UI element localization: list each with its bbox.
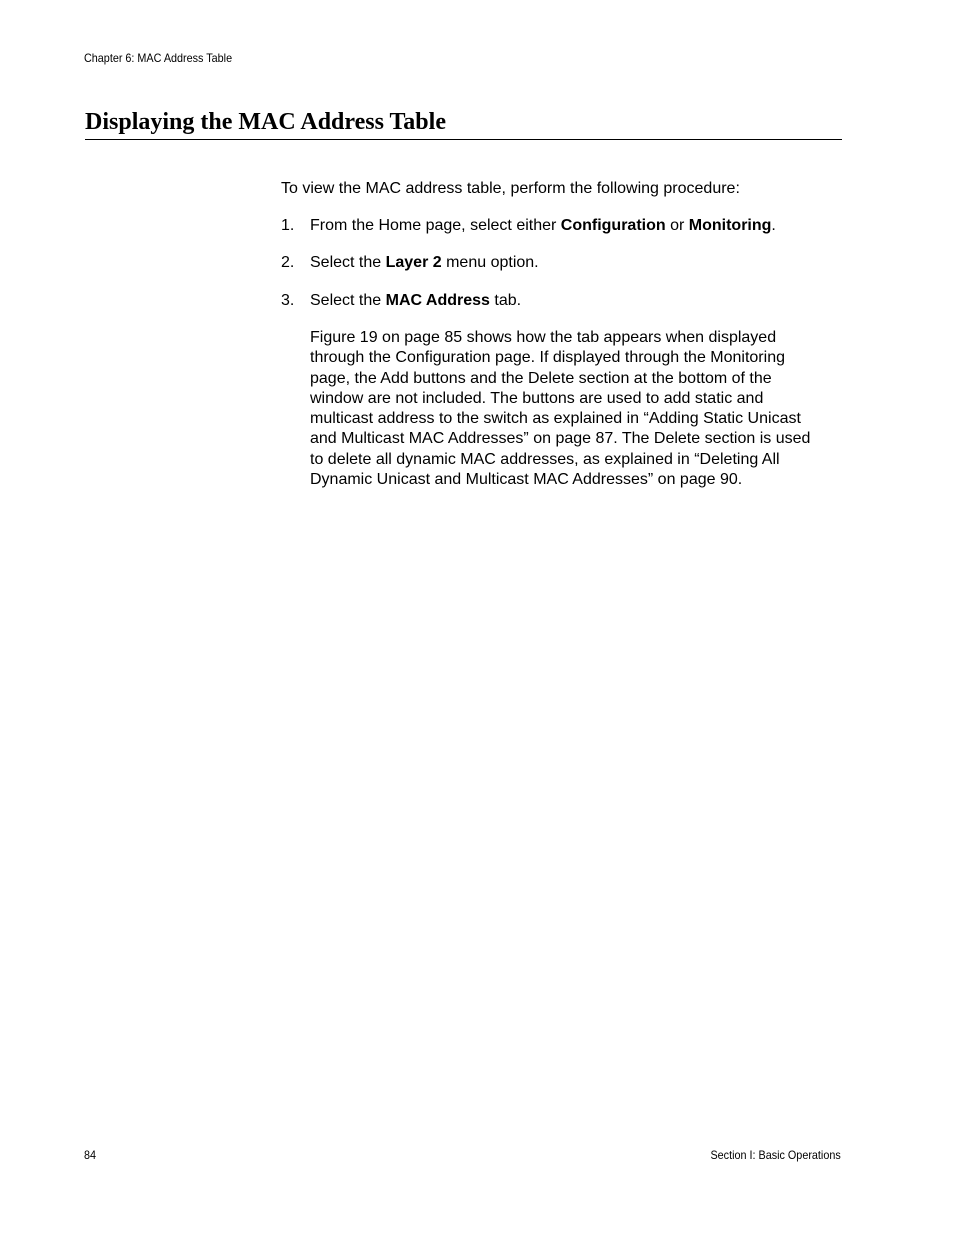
note-line: and Multicast MAC Addresses” on page 87. The Delete section is used bbox=[310, 430, 811, 448]
note-line: to delete all dynamic MAC addresses, as explained in “Deleting All bbox=[310, 450, 780, 468]
step-text: . bbox=[771, 217, 776, 234]
step-text: tab. bbox=[489, 292, 522, 309]
note-line: Figure 19 on page 85 shows how the tab appears when displayed bbox=[310, 329, 777, 346]
page-number: 84 bbox=[84, 1148, 97, 1162]
step-text: From the Home page, select either bbox=[310, 217, 561, 234]
step-emphasis: Configuration bbox=[560, 217, 666, 234]
step-3 bbox=[281, 291, 841, 311]
step-emphasis: Monitoring bbox=[688, 217, 772, 234]
step-1 bbox=[281, 216, 841, 236]
step-text: Select the bbox=[310, 254, 386, 271]
step-emphasis: MAC Address bbox=[385, 292, 490, 309]
footer-section-name: Section I: Basic Operations bbox=[710, 1148, 841, 1162]
note-line: multicast address to the switch as explained in “Adding Static Unicast bbox=[310, 410, 801, 428]
title-rule bbox=[85, 139, 842, 140]
note-line: through the Configuration page. If displayed through the Monitoring bbox=[310, 349, 785, 367]
note-line: window are not included. The buttons are used to add static and bbox=[310, 389, 764, 407]
step-number: 2. bbox=[281, 254, 295, 271]
step-text: or bbox=[665, 217, 689, 234]
step-number: 3. bbox=[281, 292, 295, 309]
step-emphasis: Layer 2 bbox=[385, 254, 442, 271]
step-number: 1. bbox=[281, 217, 295, 234]
note-line: Dynamic Unicast and Multicast MAC Addresses” on page 90. bbox=[310, 471, 743, 489]
intro-paragraph: To view the MAC address table, perform the following procedure: bbox=[281, 180, 740, 197]
step-2 bbox=[281, 253, 841, 273]
running-header: Chapter 6: MAC Address Table bbox=[84, 51, 233, 65]
step-3-note bbox=[310, 328, 844, 490]
step-text: menu option. bbox=[441, 254, 539, 271]
note-line: page, the Add buttons and the Delete section at the bottom of the bbox=[310, 369, 772, 387]
step-text: Select the bbox=[310, 292, 386, 309]
section-title: Displaying the MAC Address Table bbox=[85, 109, 446, 135]
